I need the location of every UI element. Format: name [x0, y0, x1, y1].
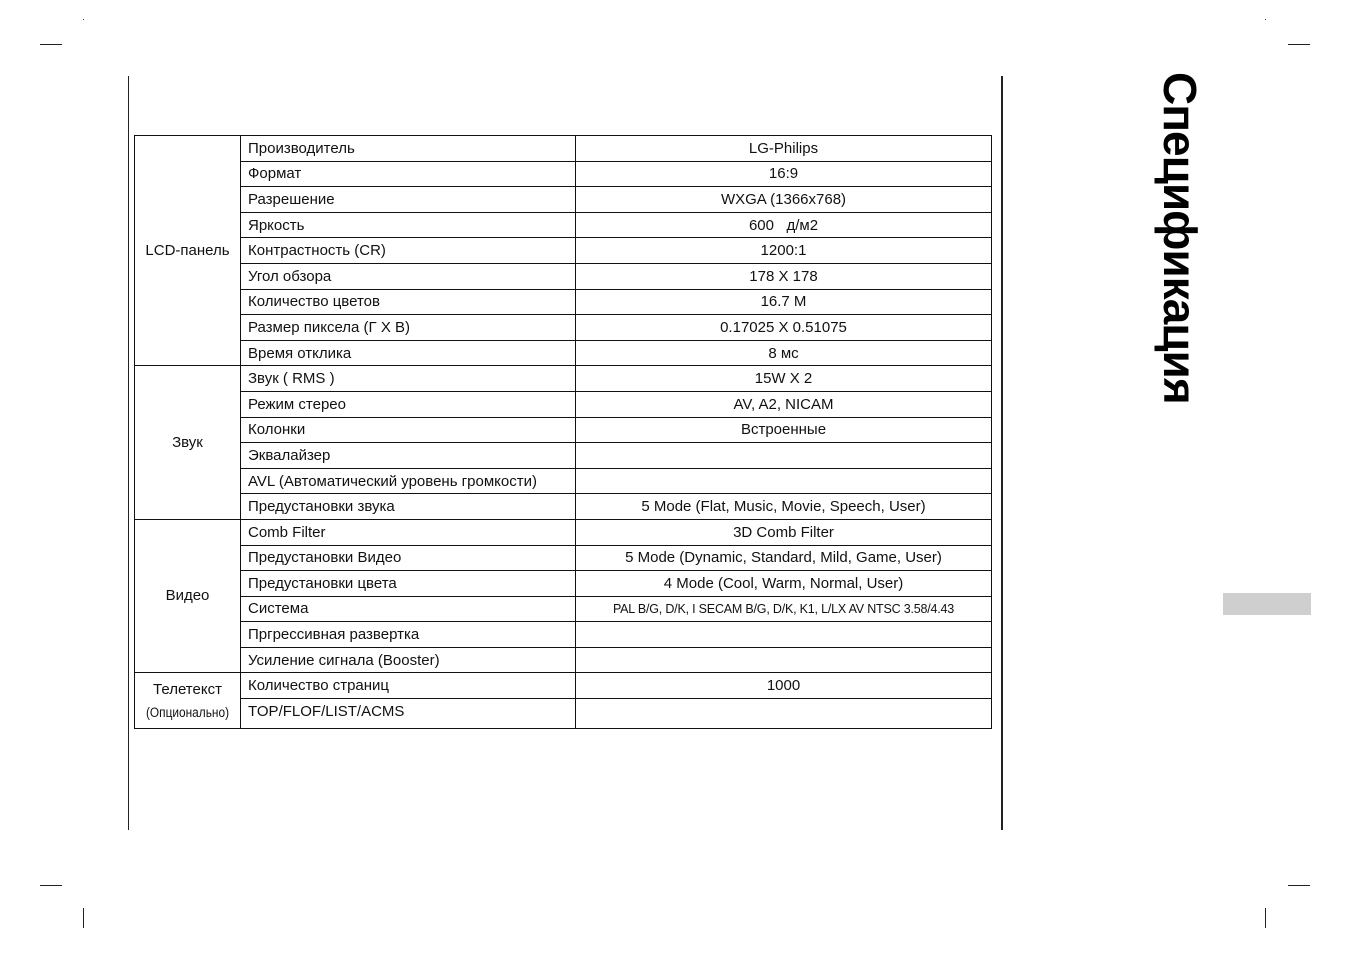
param-value: PAL B/G, D/K, I SECAM B/G, D/K, K1, L/LX AV NTSC 3.58/4.43	[576, 596, 992, 622]
param-value	[576, 699, 992, 729]
param-label: Предустановки звука	[241, 494, 576, 520]
param-value	[576, 443, 992, 469]
table-row	[135, 366, 992, 392]
param-value: 3D Comb Filter	[576, 519, 992, 545]
table-row	[135, 596, 992, 622]
param-value: WXGA (1366x768)	[576, 187, 992, 213]
table-row	[135, 571, 992, 597]
table-row	[135, 136, 992, 162]
table-row	[135, 238, 992, 264]
crop-mark-bottom-right-v	[1265, 908, 1266, 928]
param-label: Количество цветов	[241, 289, 576, 315]
param-value: 1000	[576, 673, 992, 699]
param-label: Размер пиксела (Г X В)	[241, 315, 576, 341]
table-row	[135, 545, 992, 571]
registration-dot-right	[1265, 19, 1266, 20]
crop-mark-bottom-right-h	[1288, 885, 1310, 886]
param-label: AVL (Автоматический уровень громкости)	[241, 468, 576, 494]
table-row	[135, 468, 992, 494]
param-label: Разрешение	[241, 187, 576, 213]
section-tab-marker	[1223, 593, 1311, 615]
param-value: 4 Mode (Cool, Warm, Normal, User)	[576, 571, 992, 597]
param-value: AV, A2, NICAM	[576, 391, 992, 417]
param-label: Звук ( RMS )	[241, 366, 576, 392]
table-row	[135, 187, 992, 213]
param-label: Усиление сигнала (Booster)	[241, 647, 576, 673]
table-row	[135, 417, 992, 443]
param-label: Производитель	[241, 136, 576, 162]
param-label: Предустановки цвета	[241, 571, 576, 597]
param-value: 16.7 M	[576, 289, 992, 315]
specification-table	[134, 135, 992, 729]
crop-mark-top-left-h	[40, 44, 62, 45]
right-margin-rule	[1001, 76, 1003, 830]
param-value: 600 д/м2	[576, 212, 992, 238]
param-label: Формат	[241, 161, 576, 187]
param-value: 1200:1	[576, 238, 992, 264]
param-value: 5 Mode (Dynamic, Standard, Mild, Game, User)	[576, 545, 992, 571]
table-row	[135, 699, 992, 729]
table-row	[135, 673, 992, 699]
table-row	[135, 647, 992, 673]
group-label-video: Видео	[135, 519, 241, 673]
param-label: Режим стерео	[241, 391, 576, 417]
param-label: Яркость	[241, 212, 576, 238]
param-value: 0.17025 X 0.51075	[576, 315, 992, 341]
crop-mark-bottom-left-h	[40, 885, 62, 886]
param-label: Пргрессивная развертка	[241, 622, 576, 648]
table-row	[135, 391, 992, 417]
param-value: 15W X 2	[576, 366, 992, 392]
group-label-sound: Звук	[135, 366, 241, 520]
param-label: Колонки	[241, 417, 576, 443]
param-value: 5 Mode (Flat, Music, Movie, Speech, User)	[576, 494, 992, 520]
param-label: Время отклика	[241, 340, 576, 366]
page-title: Спецификация	[1154, 72, 1206, 404]
param-value: 8 мс	[576, 340, 992, 366]
param-label: Количество страниц	[241, 673, 576, 699]
table-row	[135, 340, 992, 366]
param-label: Comb Filter	[241, 519, 576, 545]
param-value: 178 X 178	[576, 263, 992, 289]
table-row	[135, 161, 992, 187]
param-value: Встроенные	[576, 417, 992, 443]
param-label: Система	[241, 596, 576, 622]
table-row	[135, 263, 992, 289]
param-value	[576, 622, 992, 648]
param-label: Эквалайзер	[241, 443, 576, 469]
left-margin-rule	[128, 76, 129, 830]
group-label-lcd: LCD-панель	[135, 136, 241, 366]
registration-dot-left	[83, 19, 84, 20]
param-label: Предустановки Видео	[241, 545, 576, 571]
group-label-teletext	[135, 673, 241, 729]
table-row	[135, 622, 992, 648]
param-value	[576, 647, 992, 673]
table-row	[135, 289, 992, 315]
table-row	[135, 443, 992, 469]
param-value: 16:9	[576, 161, 992, 187]
group-label-teletext-optional: (Опционально)	[145, 705, 230, 721]
table-row	[135, 212, 992, 238]
table-row	[135, 519, 992, 545]
param-label: Угол обзора	[241, 263, 576, 289]
crop-mark-bottom-left-v	[83, 908, 84, 928]
param-label: TOP/FLOF/LIST/ACMS	[241, 699, 576, 729]
param-value	[576, 468, 992, 494]
param-label: Контрастность (CR)	[241, 238, 576, 264]
group-label-teletext-name: Телетекст	[153, 680, 222, 698]
table-row	[135, 494, 992, 520]
param-value: LG-Philips	[576, 136, 992, 162]
table-row	[135, 315, 992, 341]
crop-mark-top-right-h	[1288, 44, 1310, 45]
